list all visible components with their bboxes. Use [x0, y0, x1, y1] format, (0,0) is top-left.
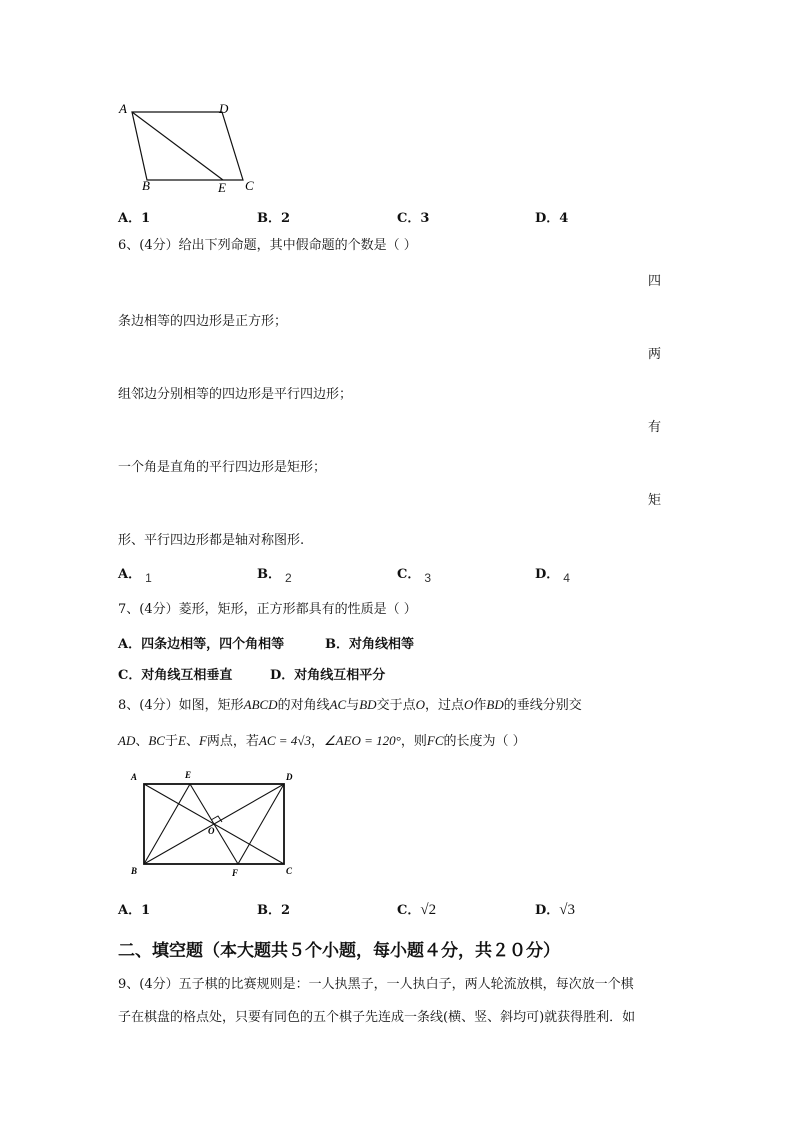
q8-label-e: E	[185, 770, 192, 780]
q6-stem: 6、(4分）给出下列命题，其中假命题的个数是（ ）	[118, 238, 417, 253]
q6-prop3-rest: 一个角是直角的平行四边形是矩形；	[118, 460, 327, 475]
q5-label-c: C	[245, 178, 254, 193]
q8-label-f: F	[232, 868, 239, 878]
q5-label-e: E	[218, 180, 226, 195]
q5-option-a[interactable]: A．1	[118, 211, 151, 226]
q6-prop1-rest: 条边相等的四边形是正方形；	[118, 314, 288, 329]
q7-option-a[interactable]: A．四条边相等，四个角相等	[118, 637, 285, 652]
q8-label-d: D	[286, 772, 293, 782]
q6-prop2-first-char: 两	[648, 347, 662, 362]
q8-label-c: C	[286, 866, 293, 876]
q8-option-a[interactable]: A．1	[118, 903, 151, 918]
q9-line1: 9、(4分）五子棋的比赛规则是：一人执黑子，一人执白子，两人轮流放棋，每次放一个棋	[118, 977, 634, 992]
q5-option-c[interactable]: C．3	[397, 211, 430, 226]
q8-stem-line2: AD、BC于E、F两点，若AC = 4√3，∠AEO = 120°，则FC的长度为（ ）	[118, 733, 526, 749]
section2-title: 二、填空题（本大题共５个小题，每小题４分，共２０分）	[118, 941, 560, 961]
q8-option-c[interactable]: C．√2	[397, 902, 437, 918]
q6-option-a[interactable]: A． 1	[118, 567, 152, 585]
q6-prop4-rest: 形、平行四边形都是轴对称图形.	[118, 533, 305, 548]
q5-option-d[interactable]: D．4	[535, 211, 569, 226]
q6-prop4-first-char: 矩	[648, 493, 662, 508]
q7-option-d[interactable]: D．对角线互相平分	[270, 668, 386, 683]
q8-label-b: B	[131, 866, 138, 876]
q5-label-b: B	[142, 178, 150, 193]
q5-option-b[interactable]: B．2	[257, 211, 291, 226]
q8-stem-line1: 8、(4分）如图，矩形ABCD的对角线AC与BD交于点O，过点O作BD的垂线分别交	[118, 697, 582, 713]
q6-prop3-first-char: 有	[648, 420, 662, 435]
q5-label-d: D	[219, 101, 229, 116]
q8-label-o: O	[208, 826, 215, 836]
q8-option-b[interactable]: B．2	[257, 903, 291, 918]
q8-option-d[interactable]: D．√3	[535, 902, 576, 918]
q5-label-a: A	[119, 101, 127, 116]
q7-option-b[interactable]: B．对角线相等	[325, 637, 414, 652]
q6-option-d[interactable]: D． 4	[535, 567, 570, 585]
q6-prop2-rest: 组邻边分别相等的四边形是平行四边形；	[118, 387, 353, 402]
q7-stem: 7、(4分）菱形，矩形，正方形都具有的性质是（ ）	[118, 602, 417, 617]
q5-parallelogram-figure	[110, 96, 270, 196]
q8-label-a: A	[131, 772, 138, 782]
q6-option-c[interactable]: C． 3	[397, 567, 432, 585]
q9-line2: 子在棋盘的格点处，只要有同色的五个棋子先连成一条线(横、竖、斜均可)就获得胜利．如	[118, 1010, 636, 1025]
q6-prop1-first-char: 四	[648, 274, 662, 289]
q8-rectangle-figure	[126, 768, 306, 880]
q7-option-c[interactable]: C．对角线互相垂直	[118, 668, 233, 683]
q6-option-b[interactable]: B． 2	[257, 567, 292, 585]
